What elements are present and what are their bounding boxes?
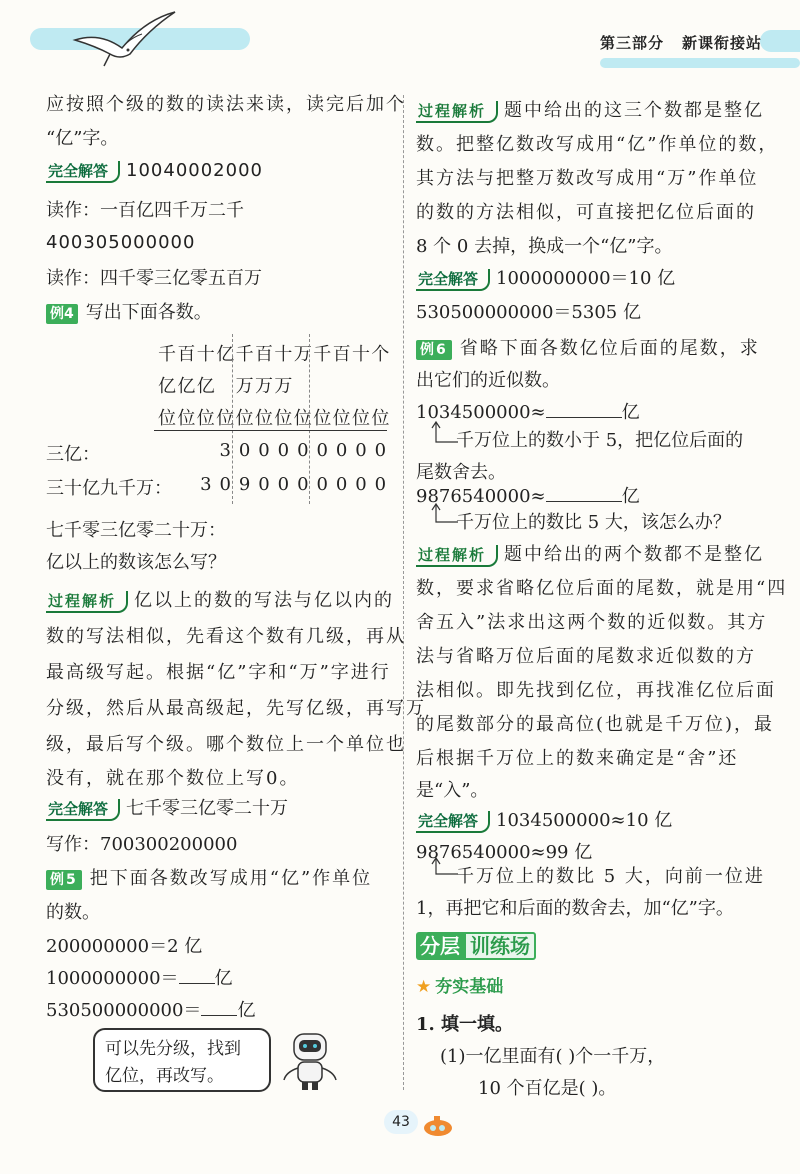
fill-text: 1034500000≈ bbox=[416, 402, 546, 423]
answer-text: 七千零三亿零二十万 bbox=[126, 798, 289, 819]
table-header-cell: 百 bbox=[177, 344, 196, 365]
table-header-cell: 亿 bbox=[177, 376, 196, 397]
number-line: 400305000000 bbox=[46, 232, 196, 253]
row-label: 三十亿九千万： bbox=[46, 478, 172, 499]
fill-text: 9876540000≈ bbox=[416, 486, 546, 507]
table-header-cell: 亿 bbox=[158, 376, 176, 397]
answer-blank[interactable] bbox=[546, 485, 622, 502]
table-digit-cell: 0 bbox=[258, 474, 270, 495]
section-heading-b: 训练场 bbox=[464, 932, 536, 960]
table-digit-cell: 0 bbox=[355, 474, 367, 495]
answer-tag: 完全解答 bbox=[416, 269, 490, 291]
text-line: “亿”字。 bbox=[46, 128, 119, 149]
table-header-cell: 位 bbox=[371, 408, 390, 429]
proc-line bbox=[46, 586, 394, 613]
text-line: 是“入”。 bbox=[416, 780, 489, 801]
text-line: 最高级写起。根据“亿”字和“万”字进行 bbox=[46, 662, 391, 683]
text-line: 亿以上的数该怎么写？ bbox=[46, 552, 226, 573]
answer-line bbox=[46, 794, 288, 821]
table-header-cell: 万 bbox=[235, 376, 254, 397]
text-line: 出它们的近似数。 bbox=[416, 370, 560, 391]
proc-text: 题中给出的这三个数都是整亿 bbox=[504, 100, 765, 121]
example-text: 写出下面各数。 bbox=[85, 302, 212, 323]
question-line: 10 个百亿是( )。 bbox=[478, 1078, 617, 1099]
answer-tag: 完全解答 bbox=[416, 811, 490, 833]
text-line: 级，最后写个级。哪个数位上一个单位也 bbox=[46, 734, 406, 755]
text-line: 千万位上的数比 5 大，该怎么办？ bbox=[456, 512, 731, 533]
example-line bbox=[46, 298, 212, 324]
table-header-cell: 万 bbox=[274, 376, 293, 397]
answer-blank[interactable] bbox=[201, 999, 237, 1016]
robot-icon bbox=[280, 1028, 340, 1094]
fill-text: 530500000000＝ bbox=[46, 1000, 202, 1021]
table-header-cell: 位 bbox=[158, 408, 176, 429]
unit-text: 亿 bbox=[621, 402, 640, 423]
table-digit-cell: 0 bbox=[277, 440, 290, 461]
answer-tag: 完全解答 bbox=[46, 799, 120, 821]
proc-text: 亿以上的数的写法与亿以内的 bbox=[134, 590, 395, 611]
table-header-cell: 位 bbox=[216, 408, 235, 429]
table-header-cell: 位 bbox=[313, 408, 332, 429]
table-digit-cell: 0 bbox=[374, 440, 387, 461]
table-digit-cell: 0 bbox=[238, 440, 251, 461]
answer-blank[interactable] bbox=[546, 401, 622, 418]
table-header-cell: 万 bbox=[293, 344, 312, 365]
table-digit-cell: 0 bbox=[374, 474, 387, 495]
section-heading-a: 分层 bbox=[416, 932, 464, 960]
answer-line bbox=[416, 264, 675, 291]
text-line: 千万位上的数比 5 大，向前一位进 bbox=[456, 866, 765, 887]
process-tag: 过程解析 bbox=[46, 591, 128, 613]
table-header-cell: 百 bbox=[255, 344, 273, 365]
table-digit-cell: 0 bbox=[335, 474, 348, 495]
text-line: 数，要求省略亿位后面的尾数，就是用“四 bbox=[416, 578, 788, 599]
seagull-icon bbox=[70, 10, 180, 70]
text-line: 应按照个级的数的读法来读，读完后加个 bbox=[46, 94, 406, 115]
header-band bbox=[0, 0, 800, 70]
text-line: 数。把整亿数改写成用“亿”作单位的数， bbox=[416, 134, 779, 155]
text-line: 8 个 0 去掉，换成一个“亿”字。 bbox=[416, 236, 673, 257]
text-line: 数的写法相似，先看这个数有几级，再从 bbox=[46, 626, 406, 647]
example-line bbox=[416, 334, 760, 360]
table-digit-cell: 0 bbox=[335, 440, 348, 461]
text-line: 读作：一百亿四千万二千 bbox=[46, 200, 244, 221]
row-label: 三亿： bbox=[46, 444, 100, 465]
example-text: 省略下面各数亿位后面的尾数，求 bbox=[459, 338, 760, 359]
header-part: 第三部分 bbox=[600, 34, 665, 52]
table-header-cell: 百 bbox=[332, 344, 351, 365]
text-line: 后根据千万位上的数来确定是“舍”还 bbox=[416, 748, 739, 769]
example-badge: 例5 bbox=[46, 870, 82, 890]
text-line: 其方法与把整万数改写成用“万”作单位 bbox=[416, 168, 759, 189]
text-line: 的数的方法相似，可直接把亿位后面的 bbox=[416, 202, 756, 223]
table-header-cell: 位 bbox=[255, 408, 273, 429]
hint-text: 亿位，再改写。 bbox=[105, 1066, 224, 1086]
text-line: 分级，然后从最高级起，先写亿级，再写万 bbox=[46, 698, 426, 719]
table-header-cell: 千 bbox=[313, 344, 332, 365]
table-header-cell: 十 bbox=[352, 344, 370, 365]
table-digit-cell: 0 bbox=[355, 440, 367, 461]
table-header-cell: 个 bbox=[371, 344, 390, 365]
table-group-divider bbox=[309, 334, 310, 504]
text-line: 法与省略万位后面的尾数求近似数的方 bbox=[416, 646, 756, 667]
table-header-cell: 万 bbox=[255, 376, 273, 397]
answer-number: 10040002000 bbox=[126, 160, 263, 181]
process-tag: 过程解析 bbox=[416, 101, 498, 123]
answer-blank[interactable] bbox=[179, 967, 215, 984]
table-digit-cell: 0 bbox=[277, 474, 290, 495]
fill-text: 1000000000＝ bbox=[46, 968, 179, 989]
answer-tag: 完全解答 bbox=[46, 161, 120, 183]
subsection-heading bbox=[416, 972, 503, 997]
process-tag: 过程解析 bbox=[416, 545, 498, 567]
text-line: 没有，就在那个数位上写0。 bbox=[46, 768, 300, 789]
subsection-text: 夯实基础 bbox=[435, 977, 504, 997]
fill-line bbox=[46, 996, 255, 1022]
question-line: (1)一亿里面有( )个一千万， bbox=[440, 1046, 666, 1067]
example-badge: 例6 bbox=[416, 340, 452, 360]
answer-text: 1000000000＝10 亿 bbox=[496, 268, 676, 289]
fill-line bbox=[46, 964, 233, 990]
text-line: 七千零三亿零二十万： bbox=[46, 520, 226, 541]
proc-line bbox=[416, 540, 764, 567]
table-digit-cell: 0 bbox=[316, 440, 328, 461]
table-header-cell: 位 bbox=[274, 408, 293, 429]
text-line: 尾数舍去。 bbox=[416, 462, 506, 483]
table-digit-cell: 0 bbox=[258, 440, 270, 461]
answer-line bbox=[416, 806, 672, 833]
table-header-cell: 千 bbox=[235, 344, 254, 365]
answer-line bbox=[46, 160, 263, 183]
table-digit-cell: 0 bbox=[297, 474, 309, 495]
header-decoration bbox=[600, 58, 800, 68]
example-badge: 例4 bbox=[46, 304, 78, 324]
table-header-cell: 位 bbox=[293, 408, 312, 429]
answer-text: 1034500000≈10 亿 bbox=[496, 810, 673, 831]
text-line: 1，再把它和后面的数舍去，加“亿”字。 bbox=[416, 898, 734, 919]
example-text: 把下面各数改写成用“亿”作单位 bbox=[89, 868, 373, 889]
proc-text: 题中给出的两个数都不是整亿 bbox=[504, 544, 765, 565]
table-group-divider bbox=[232, 334, 233, 504]
proc-line bbox=[416, 96, 764, 123]
table-header-rule bbox=[154, 430, 387, 431]
header-section: 新课衔接站 bbox=[682, 34, 763, 52]
table-header-cell: 亿 bbox=[216, 344, 235, 365]
table-header-cell: 位 bbox=[352, 408, 370, 429]
hint-bubble bbox=[93, 1028, 271, 1092]
unit-text: 亿 bbox=[214, 968, 233, 989]
text-line: 舍五入”法求出这两个数的近似数。其方 bbox=[416, 612, 768, 633]
submarine-icon bbox=[420, 1112, 456, 1138]
unit-text: 亿 bbox=[237, 1000, 256, 1021]
table-digit-cell: 0 bbox=[316, 474, 328, 495]
table-digit-cell: 0 bbox=[219, 474, 231, 495]
table-header-cell: 位 bbox=[196, 408, 215, 429]
text-line: 的数。 bbox=[46, 902, 100, 923]
table-header-cell: 十 bbox=[196, 344, 215, 365]
table-digit-cell: 9 bbox=[238, 474, 251, 495]
example-line bbox=[46, 864, 372, 890]
text-line: 写作：700300200000 bbox=[46, 834, 238, 855]
table-digit-cell: 3 bbox=[219, 440, 231, 461]
column-divider bbox=[403, 95, 404, 1090]
page-number: 43 bbox=[384, 1110, 418, 1134]
star-icon: ★ bbox=[416, 977, 432, 997]
table-header-cell: 位 bbox=[177, 408, 196, 429]
text-line: 9876540000≈99 亿 bbox=[416, 842, 593, 863]
header-title bbox=[600, 32, 780, 53]
table-header-cell: 十 bbox=[274, 344, 293, 365]
table-header-cell: 位 bbox=[235, 408, 254, 429]
table-header-cell: 千 bbox=[158, 344, 176, 365]
table-header-cell: 位 bbox=[332, 408, 351, 429]
unit-text: 亿 bbox=[621, 486, 640, 507]
hint-text: 可以先分级，找到 bbox=[105, 1039, 241, 1059]
text-line: 读作：四千零三亿零五百万 bbox=[46, 268, 262, 289]
table-header-cell: 亿 bbox=[196, 376, 215, 397]
question-line: 1. 填一填。 bbox=[416, 1014, 514, 1035]
text-line: 法相似。即先找到亿位，再找准亿位后面 bbox=[416, 680, 776, 701]
table-digit-cell: 3 bbox=[200, 474, 212, 495]
text-line: 200000000＝2 亿 bbox=[46, 936, 203, 957]
table-digit-cell: 0 bbox=[297, 440, 309, 461]
text-line: 的尾数部分的最高位(也就是千万位)，最 bbox=[416, 714, 775, 735]
text-line: 千万位上的数小于 5，把亿位后面的 bbox=[456, 430, 744, 451]
text-line: 530500000000＝5305 亿 bbox=[416, 302, 641, 323]
section-heading bbox=[416, 930, 536, 959]
